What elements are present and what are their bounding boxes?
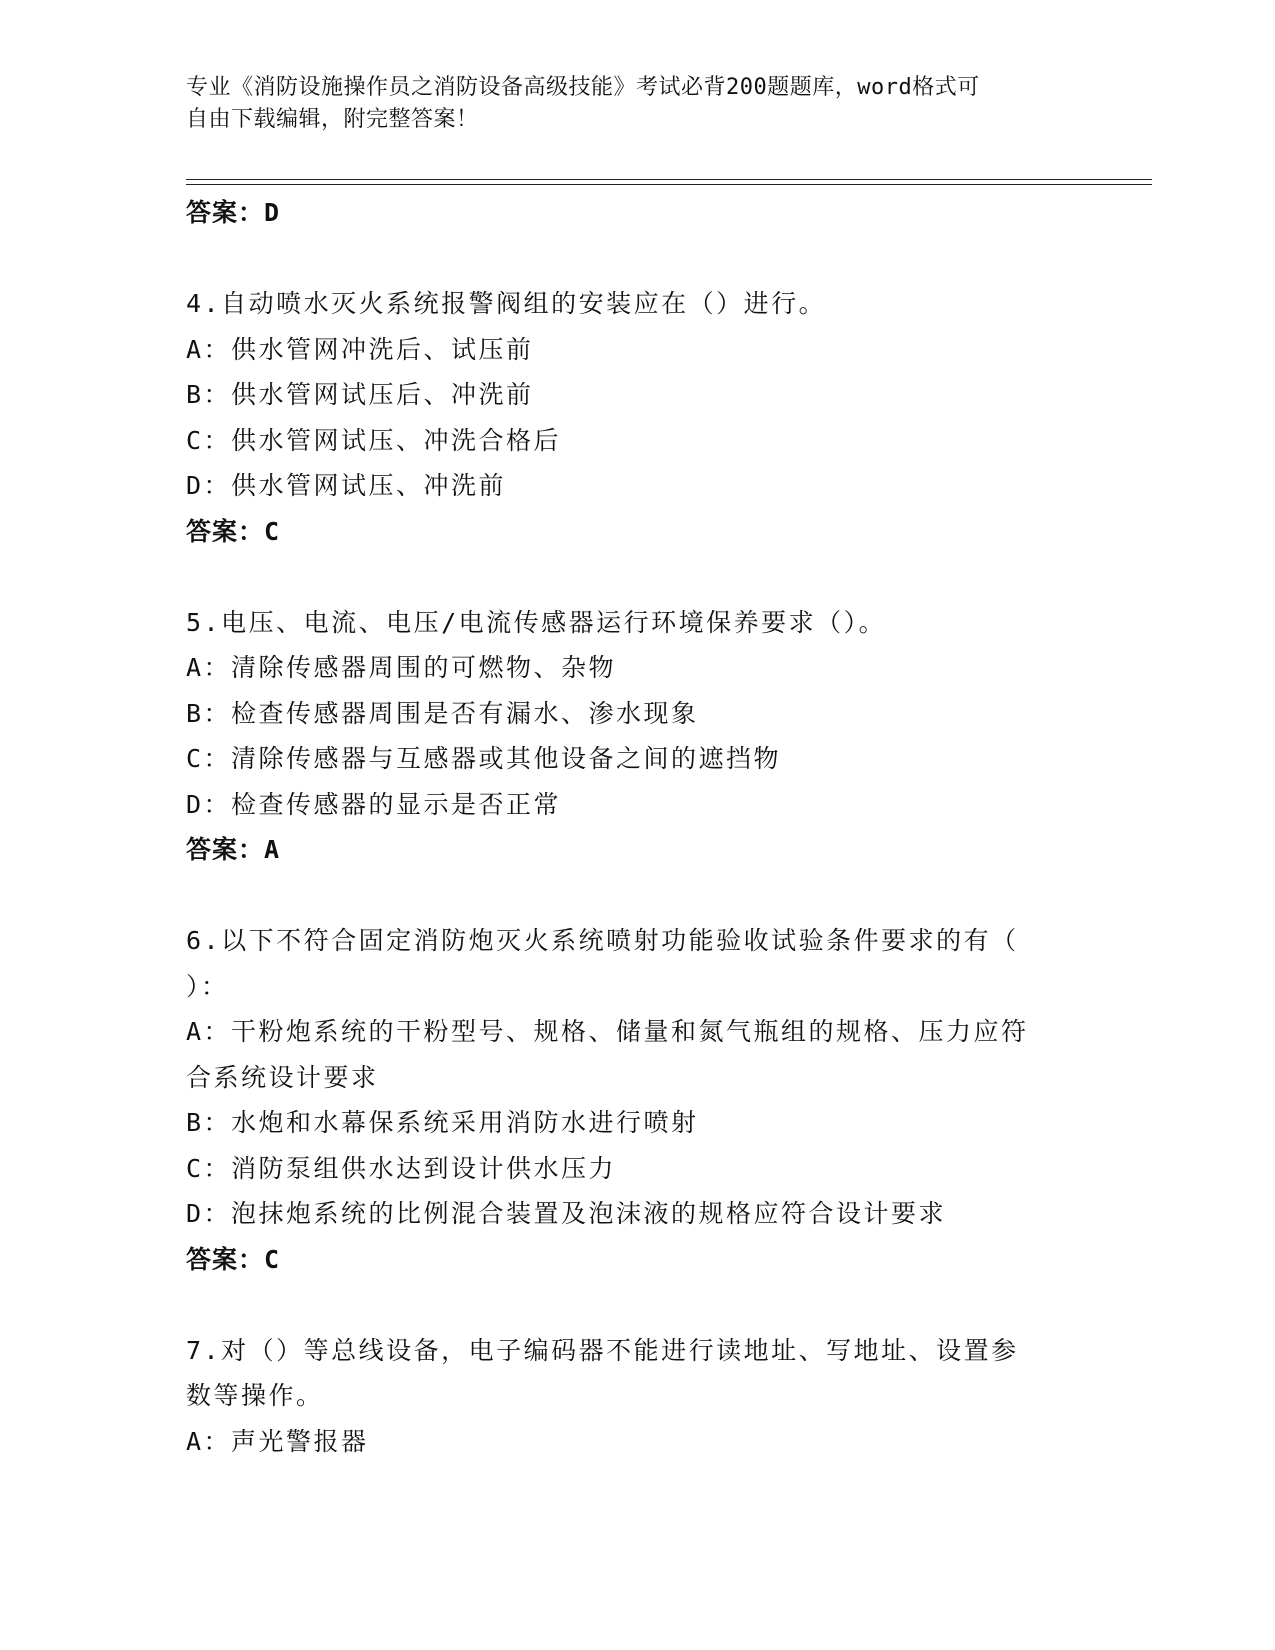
option-d: D：供水管网试压、冲洗前	[186, 471, 507, 500]
question-text: 4.自动喷水灭火系统报警阀组的安装应在（）进行。	[186, 289, 827, 318]
option-a: A：声光警报器	[186, 1426, 369, 1456]
header-line-1: 专业《消防设施操作员之消防设备高级技能》考试必背200题题库，word格式可	[186, 75, 980, 100]
question-block-6	[186, 918, 1086, 1282]
question-text-line-1: 6.以下不符合固定消防炮灭火系统喷射功能验收试验条件要求的有（	[186, 926, 1019, 955]
spacer	[186, 236, 1086, 282]
question-block-4	[186, 281, 1086, 554]
option-a-line-2: 合系统设计要求	[186, 1062, 379, 1092]
header-divider-top	[186, 179, 1152, 180]
answer-text: 答案：A	[186, 835, 281, 864]
option-c: C：供水管网试压、冲洗合格后	[186, 425, 562, 455]
spacer	[186, 554, 1086, 600]
option-b: B：检查传感器周围是否有漏水、渗水现象	[186, 698, 699, 728]
spacer	[186, 873, 1086, 919]
answer-text: 答案：C	[186, 1244, 281, 1274]
answer-text: 答案：D	[186, 198, 281, 227]
option-d: D：检查传感器的显示是否正常	[186, 789, 562, 819]
option-a-line-1: A：干粉炮系统的干粉型号、规格、储量和氮气瓶组的规格、压力应符	[186, 1017, 1029, 1046]
option-c: C：消防泵组供水达到设计供水压力	[186, 1153, 617, 1183]
option-d: D：泡抹炮系统的比例混合装置及泡沫液的规格应符合设计要求	[186, 1199, 947, 1228]
header-line-2: 自由下载编辑，附完整答案！	[186, 107, 479, 132]
header-divider-bottom	[186, 184, 1152, 185]
option-b: B：供水管网试压后、冲洗前	[186, 380, 534, 409]
question-list	[186, 190, 1086, 1464]
question-text-line-1: 7.对（）等总线设备，电子编码器不能进行读地址、写地址、设置参	[186, 1335, 1019, 1365]
question-block-7	[186, 1328, 1086, 1465]
option-b: B：水炮和水幕保系统采用消防水进行喷射	[186, 1108, 699, 1137]
document-header	[186, 72, 1066, 136]
question-text: 5.电压、电流、电压/电流传感器运行环境保养要求（）。	[186, 607, 887, 637]
question-text-line-2: 数等操作。	[186, 1381, 324, 1410]
question-block-5	[186, 600, 1086, 873]
question-text-line-2: ）：	[186, 971, 229, 1001]
spacer	[186, 1282, 1086, 1328]
answer-text: 答案：C	[186, 516, 281, 546]
option-c: C：清除传感器与互感器或其他设备之间的遮挡物	[186, 744, 782, 773]
option-a: A：清除传感器周围的可燃物、杂物	[186, 653, 617, 682]
option-a: A：供水管网冲洗后、试压前	[186, 334, 534, 364]
